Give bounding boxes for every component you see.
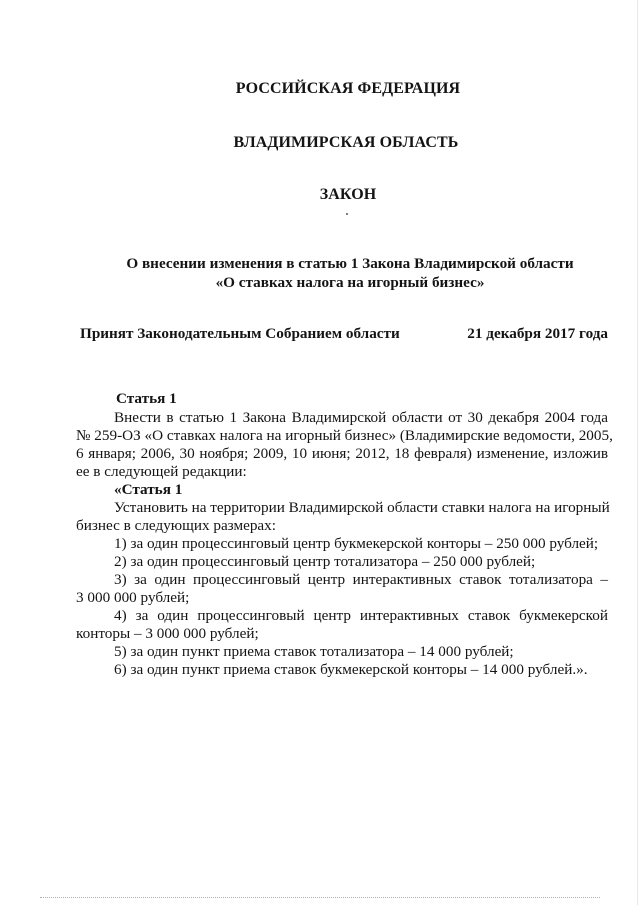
- adoption-date: 21 декабря 2017 года: [467, 325, 608, 342]
- quoted-line: бизнес в следующих размерах:: [76, 517, 276, 534]
- region-heading: ВЛАДИМИРСКАЯ ОБЛАСТЬ: [233, 134, 459, 151]
- doc-type-heading: ЗАКОН: [319, 186, 377, 203]
- intro-line: ее в следующей редакции:: [76, 463, 247, 480]
- country-heading: РОССИЙСКАЯ ФЕДЕРАЦИЯ: [235, 80, 461, 97]
- adoption-label: Принят Законодательным Собранием области: [80, 325, 400, 342]
- intro-line: Внести в статью 1 Закона Владимирской области от 30 декабря 2004 года: [114, 409, 608, 426]
- rate-item: 2) за один процессинговый центр тотализатора – 250 000 рублей;: [114, 553, 536, 570]
- rate-item-cont: конторы – 3 000 000 рублей;: [76, 625, 259, 642]
- adoption-row: [80, 325, 608, 347]
- rate-item: 1) за один процессинговый центр букмекерской конторы – 250 000 рублей;: [114, 535, 599, 552]
- scan-edge: [637, 0, 638, 905]
- scan-speck: [346, 213, 348, 215]
- intro-line: 6 января; 2006, 30 ноября; 2009, 10 июня; 2012, 18 февраля) изменение, изложив: [76, 445, 608, 462]
- law-subject-line-1: О внесении изменения в статью 1 Закона Владимирской области: [126, 255, 574, 272]
- scan-footer-dots: [40, 897, 600, 898]
- rate-item: 4) за один процессинговый центр интерактивных ставок букмекерской: [114, 607, 608, 624]
- rate-item: 3) за один процессинговый центр интерактивных ставок тотализатора –: [114, 571, 608, 588]
- quoted-line: Установить на территории Владимирской области ставки налога на игорный: [114, 499, 610, 516]
- rate-item: 6) за один пункт приема ставок букмекерской конторы – 14 000 рублей.».: [114, 661, 588, 678]
- intro-line: № 259-ОЗ «О ставках налога на игорный бизнес» (Владимирские ведомости, 2005,: [76, 427, 613, 444]
- rate-item: 5) за один пункт приема ставок тотализатора – 14 000 рублей;: [114, 643, 514, 660]
- article-heading: Статья 1: [116, 390, 177, 407]
- article-body: [76, 409, 613, 679]
- quoted-article-heading: «Статья 1: [114, 481, 183, 498]
- law-subject-line-2: «О ставках налога на игорный бизнес»: [215, 274, 485, 291]
- rate-item-cont: 3 000 000 рублей;: [76, 589, 190, 606]
